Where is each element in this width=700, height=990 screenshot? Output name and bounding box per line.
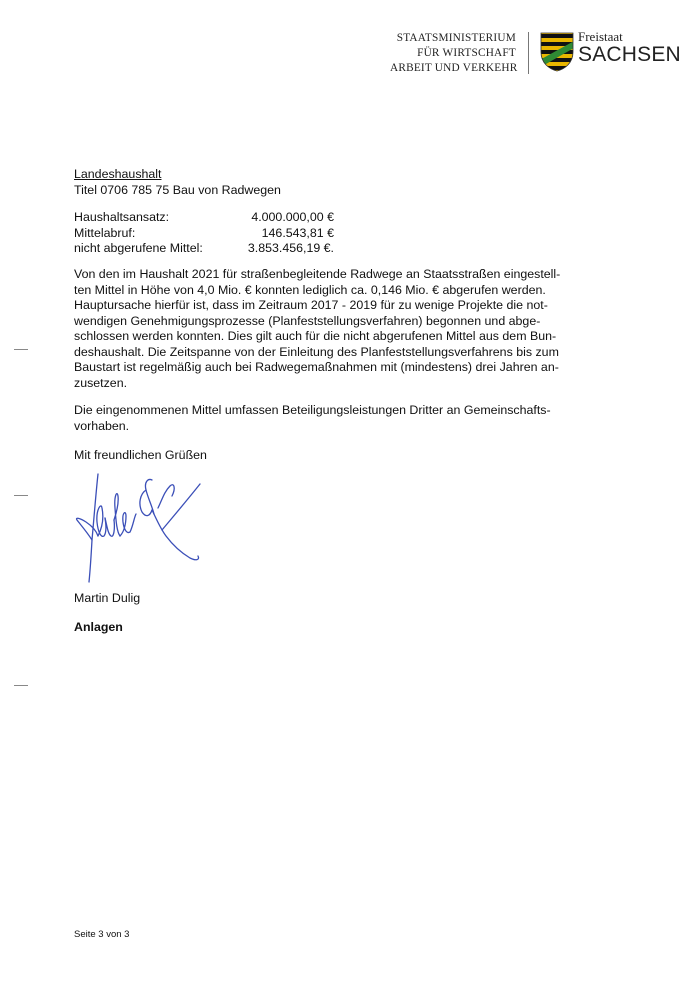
fold-mark-top [14, 349, 28, 350]
ministry-line-2: FÜR WIRTSCHAFT [417, 47, 516, 59]
state-large-label: SACHSEN [578, 43, 681, 66]
ministry-line-3: ARBEIT UND VERKEHR [390, 62, 518, 74]
attachments-heading: Anlagen [74, 620, 123, 634]
page-number: Seite 3 von 3 [74, 929, 130, 940]
punch-mark [14, 495, 28, 496]
paragraph-line: wendigen Genehmigungsprozesse (Planfeststellungsverfahren) begonnen und abge- [74, 313, 541, 328]
explanation-paragraph [74, 267, 576, 391]
fold-mark-bottom [14, 685, 28, 686]
budget-section [74, 167, 281, 198]
budget-heading: Landeshaushalt [74, 167, 162, 181]
ministry-name [390, 31, 516, 76]
budget-row-label: Mittelabruf: [74, 225, 136, 240]
budget-figures [74, 210, 334, 257]
budget-row-value: 3.853.456,19 €. [247, 241, 334, 255]
paragraph-line: vorhaben. [74, 418, 130, 433]
budget-row-label: nicht abgerufene Mittel: [74, 241, 203, 255]
state-wordmark [578, 30, 681, 66]
paragraph-line: Von den im Haushalt 2021 für straßenbegleitende Radwege an Staatsstraßen eingestell- [74, 267, 561, 281]
budget-row [74, 241, 334, 257]
state-small-label: Freistaat [578, 29, 623, 44]
paragraph-line: deshaushalt. Die Zeitspanne von der Einleitung des Planfeststellungsverfahrens bis zum [74, 344, 559, 359]
budget-row [74, 226, 334, 242]
handwritten-signature [74, 470, 209, 588]
funds-paragraph [74, 403, 576, 434]
header-divider [528, 32, 529, 74]
letterhead [390, 28, 680, 78]
budget-row-label: Haushaltsansatz: [74, 210, 170, 224]
paragraph-line: Die eingenommenen Mittel umfassen Beteiligungsleistungen Dritter an Gemeinschafts- [74, 403, 551, 417]
paragraph-line: zusetzen. [74, 375, 128, 390]
paragraph-line: Hauptursache hierfür ist, dass im Zeitraum 2017 - 2019 für zu wenige Projekte die not- [74, 298, 548, 312]
paragraph-line: ten Mittel in Höhe von 4,0 Mio. € konnten lediglich ca. 0,146 Mio. € abgerufen werden. [74, 282, 546, 297]
paragraph-line: Baustart ist regelmäßig auch bei Radwegemaßnahmen mit (mindestens) drei Jahren an- [74, 360, 559, 374]
budget-title: Titel 0706 785 75 Bau von Radwegen [74, 182, 281, 197]
budget-row-value: 4.000.000,00 € [251, 210, 334, 224]
closing-greeting: Mit freundlichen Grüßen [74, 448, 207, 462]
saxony-coat-of-arms-icon [540, 32, 574, 72]
signatory-name: Martin Dulig [74, 591, 141, 605]
budget-row-value: 146.543,81 € [261, 225, 334, 240]
ministry-line-1: STAATSMINISTERIUM [396, 32, 516, 44]
paragraph-line: schlossen werden konnten. Dies gilt auch für die nicht abgerufenen Mittel aus dem Bun- [74, 329, 557, 343]
budget-row [74, 210, 334, 226]
